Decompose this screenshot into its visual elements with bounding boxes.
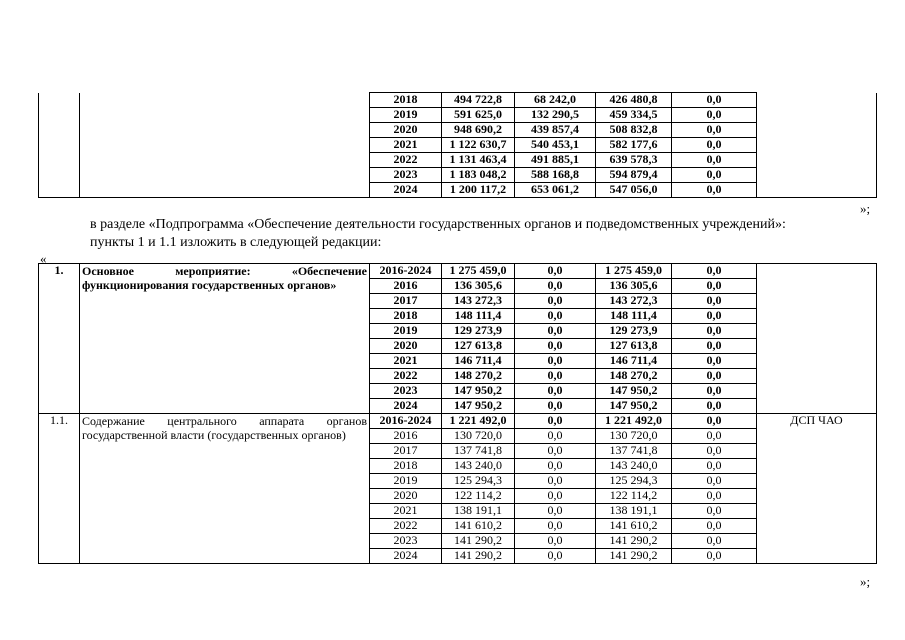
budget2-cell: 508 832,8 — [596, 123, 672, 138]
year-cell: 2019 — [370, 324, 442, 339]
total-cell: 948 690,2 — [442, 123, 515, 138]
total-cell: 141 610,2 — [442, 519, 515, 534]
total-cell: 1 183 048,2 — [442, 168, 515, 183]
budget3-cell: 0,0 — [672, 183, 757, 198]
total-cell: 125 294,3 — [442, 474, 515, 489]
item-number: 1. — [39, 264, 80, 414]
total-cell: 148 111,4 — [442, 309, 515, 324]
budget1-cell: 68 242,0 — [515, 93, 596, 108]
year-cell: 2020 — [370, 489, 442, 504]
budget1-cell: 0,0 — [515, 324, 596, 339]
budget1-cell: 0,0 — [515, 384, 596, 399]
budget1-cell: 0,0 — [515, 489, 596, 504]
budget3-cell: 0,0 — [672, 339, 757, 354]
budget3-cell: 0,0 — [672, 324, 757, 339]
total-cell: 1 131 463,4 — [442, 153, 515, 168]
num-cell — [39, 93, 80, 198]
budget2-cell: 594 879,4 — [596, 168, 672, 183]
total-cell: 1 200 117,2 — [442, 183, 515, 198]
budget1-cell: 0,0 — [515, 474, 596, 489]
budget1-cell: 0,0 — [515, 339, 596, 354]
year-cell: 2016 — [370, 279, 442, 294]
budget3-cell: 0,0 — [672, 309, 757, 324]
budget1-cell: 0,0 — [515, 294, 596, 309]
budget1-cell: 0,0 — [515, 309, 596, 324]
budget1-cell: 491 885,1 — [515, 153, 596, 168]
budget3-cell: 0,0 — [672, 474, 757, 489]
year-cell: 2023 — [370, 168, 442, 183]
table-row — [39, 93, 877, 108]
year-cell: 2019 — [370, 474, 442, 489]
budget1-cell: 0,0 — [515, 279, 596, 294]
total-cell: 143 240,0 — [442, 459, 515, 474]
total-cell: 1 221 492,0 — [442, 414, 515, 429]
budget2-cell: 141 290,2 — [596, 534, 672, 549]
year-cell: 2018 — [370, 459, 442, 474]
budget1-cell: 0,0 — [515, 534, 596, 549]
budget3-cell: 0,0 — [672, 279, 757, 294]
total-cell: 143 272,3 — [442, 294, 515, 309]
budget2-cell: 129 273,9 — [596, 324, 672, 339]
total-cell: 138 191,1 — [442, 504, 515, 519]
budget1-cell: 0,0 — [515, 459, 596, 474]
budget2-cell: 582 177,6 — [596, 138, 672, 153]
year-cell: 2023 — [370, 384, 442, 399]
closing-quote-1: »; — [860, 201, 871, 216]
budget2-cell: 141 290,2 — [596, 549, 672, 564]
budget3-cell: 0,0 — [672, 369, 757, 384]
budget2-cell: 146 711,4 — [596, 354, 672, 369]
budget3-cell: 0,0 — [672, 384, 757, 399]
budget1-cell: 0,0 — [515, 414, 596, 429]
budget2-cell: 147 950,2 — [596, 399, 672, 414]
budget1-cell: 653 061,2 — [515, 183, 596, 198]
year-cell: 2016-2024 — [370, 264, 442, 279]
budget3-cell: 0,0 — [672, 429, 757, 444]
budget3-cell: 0,0 — [672, 354, 757, 369]
budget2-cell: 547 056,0 — [596, 183, 672, 198]
item-description: Содержание центрального аппарата органов государственной власти (государственных органов) — [80, 414, 370, 564]
budget3-cell: 0,0 — [672, 168, 757, 183]
total-cell: 129 273,9 — [442, 324, 515, 339]
budget3-cell: 0,0 — [672, 489, 757, 504]
budget2-cell: 143 272,3 — [596, 294, 672, 309]
total-cell: 136 305,6 — [442, 279, 515, 294]
executor-cell — [757, 264, 877, 414]
total-cell: 130 720,0 — [442, 429, 515, 444]
budget3-cell: 0,0 — [672, 138, 757, 153]
total-cell: 141 290,2 — [442, 549, 515, 564]
year-cell: 2022 — [370, 153, 442, 168]
budget1-cell: 0,0 — [515, 444, 596, 459]
opening-quote: « — [40, 251, 47, 266]
budget2-cell: 125 294,3 — [596, 474, 672, 489]
continuation-table — [38, 92, 877, 198]
year-cell: 2020 — [370, 339, 442, 354]
total-cell: 1 122 630,7 — [442, 138, 515, 153]
budget3-cell: 0,0 — [672, 93, 757, 108]
year-cell: 2024 — [370, 183, 442, 198]
budget3-cell: 0,0 — [672, 549, 757, 564]
budget2-cell: 130 720,0 — [596, 429, 672, 444]
year-cell: 2019 — [370, 108, 442, 123]
year-cell: 2024 — [370, 549, 442, 564]
year-cell: 2016-2024 — [370, 414, 442, 429]
amendment-paragraph-line2: пункты 1 и 1.1 изложить в следующей редакции: — [90, 235, 382, 250]
total-cell: 1 275 459,0 — [442, 264, 515, 279]
budget3-cell: 0,0 — [672, 123, 757, 138]
budget3-cell: 0,0 — [672, 264, 757, 279]
budget2-cell: 136 305,6 — [596, 279, 672, 294]
total-cell: 146 711,4 — [442, 354, 515, 369]
budget2-cell: 639 578,3 — [596, 153, 672, 168]
total-cell: 122 114,2 — [442, 489, 515, 504]
year-cell: 2024 — [370, 399, 442, 414]
budget2-cell: 459 334,5 — [596, 108, 672, 123]
year-cell: 2022 — [370, 519, 442, 534]
year-cell: 2021 — [370, 354, 442, 369]
total-cell: 148 270,2 — [442, 369, 515, 384]
budget2-cell: 147 950,2 — [596, 384, 672, 399]
budget3-cell: 0,0 — [672, 294, 757, 309]
total-cell: 147 950,2 — [442, 384, 515, 399]
continuation-table-body — [39, 93, 877, 198]
budget2-cell: 137 741,8 — [596, 444, 672, 459]
table-row — [39, 414, 877, 429]
budget1-cell: 588 168,8 — [515, 168, 596, 183]
program-table-body — [39, 264, 877, 564]
total-cell: 494 722,8 — [442, 93, 515, 108]
budget2-cell: 148 270,2 — [596, 369, 672, 384]
budget3-cell: 0,0 — [672, 444, 757, 459]
program-table — [38, 263, 877, 564]
budget3-cell: 0,0 — [672, 414, 757, 429]
executor-cell: ДСП ЧАО — [757, 414, 877, 564]
budget1-cell: 0,0 — [515, 399, 596, 414]
budget2-cell: 1 275 459,0 — [596, 264, 672, 279]
year-cell: 2020 — [370, 123, 442, 138]
budget1-cell: 0,0 — [515, 264, 596, 279]
total-cell: 147 950,2 — [442, 399, 515, 414]
budget2-cell: 426 480,8 — [596, 93, 672, 108]
year-cell: 2016 — [370, 429, 442, 444]
year-cell: 2021 — [370, 504, 442, 519]
budget3-cell: 0,0 — [672, 519, 757, 534]
year-cell: 2018 — [370, 93, 442, 108]
budget3-cell: 0,0 — [672, 108, 757, 123]
budget3-cell: 0,0 — [672, 534, 757, 549]
budget2-cell: 127 613,8 — [596, 339, 672, 354]
year-cell: 2021 — [370, 138, 442, 153]
budget3-cell: 0,0 — [672, 459, 757, 474]
executor-cell — [757, 93, 877, 198]
description-cell — [80, 93, 370, 198]
budget2-cell: 1 221 492,0 — [596, 414, 672, 429]
budget2-cell: 138 191,1 — [596, 504, 672, 519]
year-cell: 2023 — [370, 534, 442, 549]
year-cell: 2022 — [370, 369, 442, 384]
total-cell: 127 613,8 — [442, 339, 515, 354]
budget1-cell: 0,0 — [515, 549, 596, 564]
budget1-cell: 0,0 — [515, 354, 596, 369]
total-cell: 137 741,8 — [442, 444, 515, 459]
table-row — [39, 264, 877, 279]
year-cell: 2017 — [370, 294, 442, 309]
budget1-cell: 0,0 — [515, 429, 596, 444]
budget1-cell: 0,0 — [515, 519, 596, 534]
budget1-cell: 439 857,4 — [515, 123, 596, 138]
budget1-cell: 0,0 — [515, 369, 596, 384]
budget2-cell: 143 240,0 — [596, 459, 672, 474]
year-cell: 2017 — [370, 444, 442, 459]
item-number: 1.1. — [39, 414, 80, 564]
budget1-cell: 132 290,5 — [515, 108, 596, 123]
budget2-cell: 141 610,2 — [596, 519, 672, 534]
budget3-cell: 0,0 — [672, 399, 757, 414]
amendment-paragraph-line1: в разделе «Подпрограмма «Обеспечение деятельности государственных органов и подведомственных учреждений»: — [90, 217, 786, 232]
budget3-cell: 0,0 — [672, 153, 757, 168]
budget1-cell: 540 453,1 — [515, 138, 596, 153]
budget1-cell: 0,0 — [515, 504, 596, 519]
total-cell: 141 290,2 — [442, 534, 515, 549]
budget2-cell: 148 111,4 — [596, 309, 672, 324]
year-cell: 2018 — [370, 309, 442, 324]
budget2-cell: 122 114,2 — [596, 489, 672, 504]
closing-quote-2: »; — [860, 574, 871, 589]
item-description: Основное мероприятие: «Обеспечение функционирования государственных органов» — [80, 264, 370, 414]
total-cell: 591 625,0 — [442, 108, 515, 123]
budget3-cell: 0,0 — [672, 504, 757, 519]
